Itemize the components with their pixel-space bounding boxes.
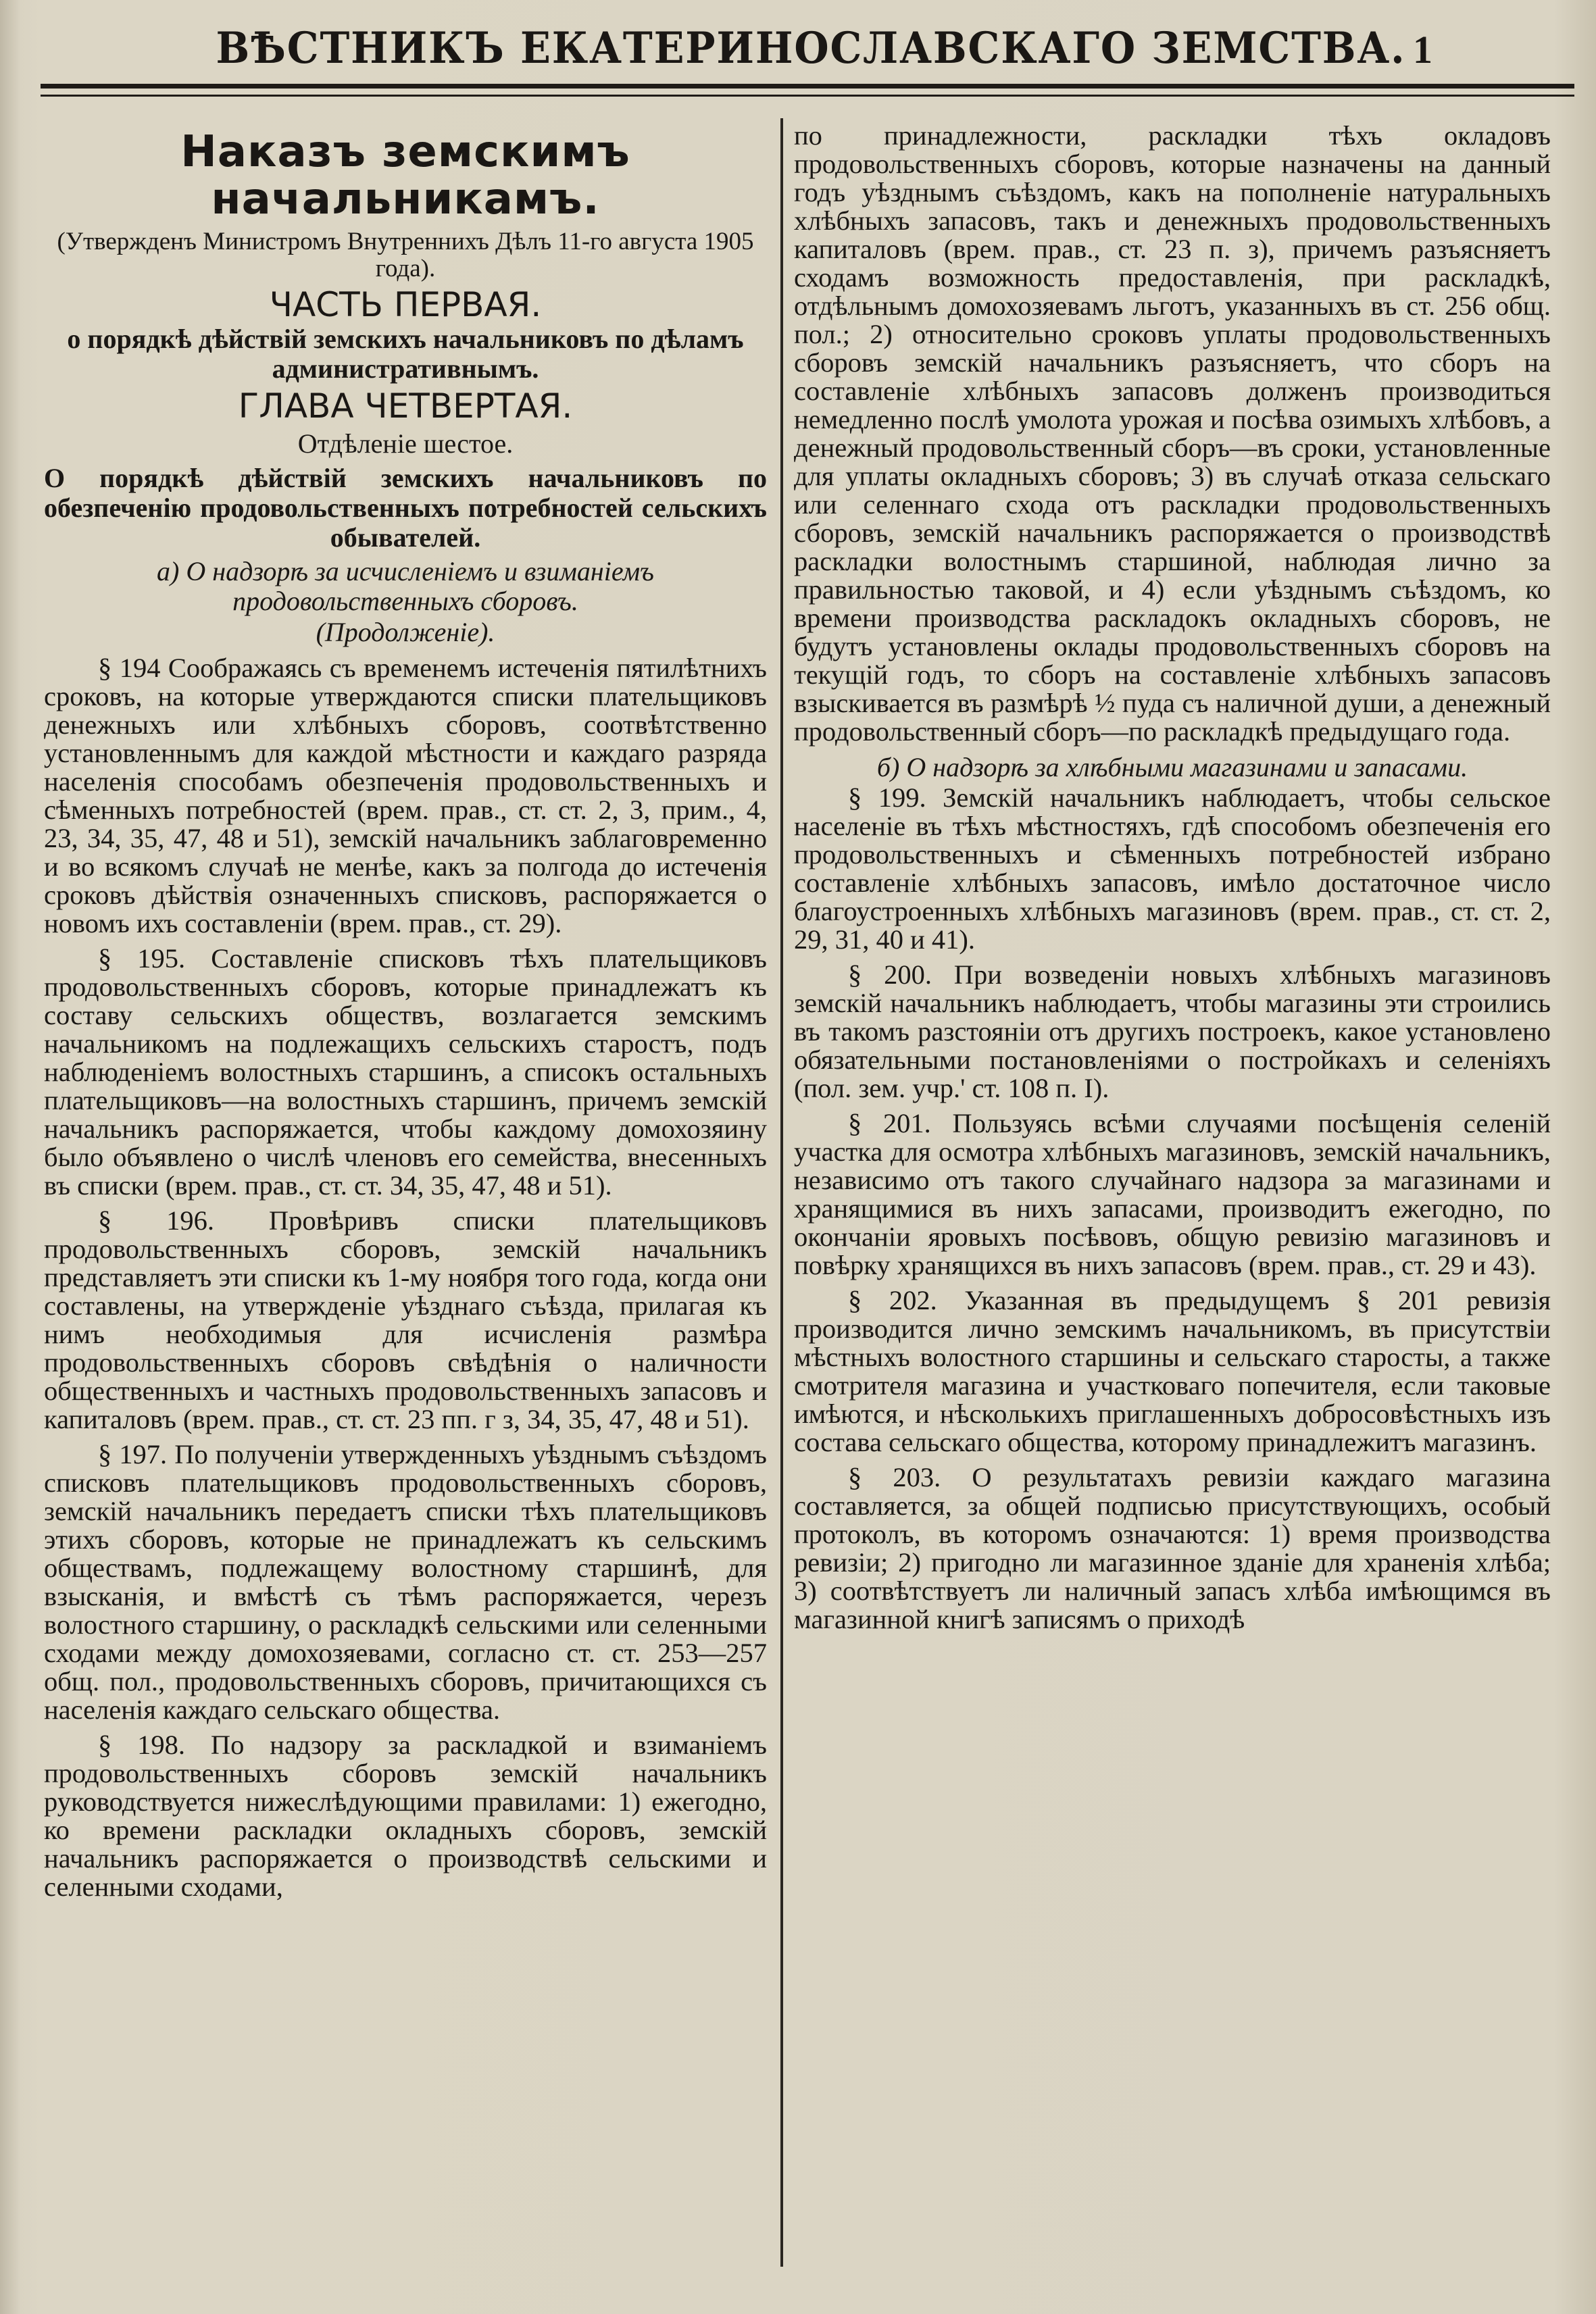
article-title: Наказъ земскимъ начальникамъ. (180, 127, 630, 224)
paragraph-194: § 194 Соображаясь съ временемъ истеченія пятилѣтнихъ сроковъ, на которые утверждаются списки плательщиковъ денежныхъ или хлѣбныхъ сборовъ, соотвѣтственно установленнымъ для каждой мѣстности и каждаго разряда населенія способамъ обезпеченія продовольственныхъ и сѣменныхъ потребностей (врем. прав., ст. ст. 2, 3, прим., 4, 23, 34, 35, 47, 48 и 51), земскій начальникъ заблаговременно и во всякомъ случаѣ не менѣе, какъ за полгода до истеченія сроковъ дѣйствія означенныхъ списковъ, распоряжается о новомъ ихъ составленіи (врем. прав., ст. 29). (44, 653, 767, 938)
paragraph-198: § 198. По надзору за раскладкой и взиманіемъ продовольственныхъ сборовъ земскій начальникъ руководствуется нижеслѣдующими правилами: 1) ежегодно, ко времени раскладки окладныхъ сборовъ, земскій начальникъ распоряжается о производствѣ сельскими и селенными сходами, (44, 1730, 767, 1902)
paragraph-201: § 201. Пользуясь всѣми случаями посѣщенія селеній участка для осмотра хлѣбныхъ магазиновъ, земскій начальникъ, независимо отъ такого случайнаго надзора за магазинами и хранящимися въ нихъ запасами, производитъ ежегодно, по окончаніи яровыхъ посѣвовъ, общую ревизію магазиновъ и повѣрку хранящихся въ нихъ запасовъ (врем. прав., ст. 29 и 43). (794, 1108, 1551, 1280)
section-title: О порядкѣ дѣйствій земскихъ начальниковъ по обезпеченію продовольственныхъ потребностей сельскихъ обывателей. (44, 463, 767, 553)
right-column (794, 122, 1551, 1640)
paragraph-200: § 200. При возведеніи новыхъ хлѣбныхъ магазиновъ земскій начальникъ наблюдаетъ, чтобы магазины эти строились въ такомъ разстояніи отъ другихъ построекъ, какое установлено обязательными постановленіями о постройкахъ и селеніяхъ (пол. зем. учр.' ст. 108 п. I). (794, 959, 1551, 1103)
page-header (47, 15, 1574, 89)
part-subtitle: о порядкѣ дѣйствій земскихъ начальниковъ по дѣламъ административнымъ. (67, 324, 744, 384)
subsection-heading: а) О надзорѣ за исчисленіемъ и взиманіемъ продовольственныхъ сборовъ. (157, 556, 654, 616)
continuation-note: (Продолженіе). (316, 617, 495, 647)
section-heading: Отдѣленіе шестое. (297, 428, 514, 459)
approval-note: (Утвержденъ Министромъ Внутреннихъ Дѣлъ 11-го августа 1905 года). (57, 228, 754, 282)
paragraph-195: § 195. Составленіе списковъ тѣхъ плательщиковъ продовольственныхъ сборовъ, которые принадлежатъ къ составу сельскихъ обществъ, возлагается земскимъ начальникомъ на подлежащихъ сельскихъ старостъ, подъ наблюденіемъ волостныхъ старшинъ, а списокъ остальныхъ плательщиковъ—на волостныхъ старшинъ, причемъ земскій начальникъ распоряжается, чтобы каждому домохозяину было объявлено о числѣ членовъ его семейства, внесенныхъ въ списки (врем. прав., ст. ст. 34, 35, 47, 48 и 51). (44, 943, 767, 1201)
page-number: 1 (1413, 28, 1432, 72)
header-rule-thick (41, 84, 1574, 89)
paragraph-203: § 203. О результатахъ ревизіи каждаго магазина составляется, за общей подписью присутствующихъ, особый протоколъ, въ которомъ означаются: 1) время производства ревизіи; 2) пригодно ли магазинное зданіе для храненія хлѣба; 3) соотвѣтствуетъ ли наличный запасъ хлѣба имѣющимся въ магазинной книгѣ записямъ о приходѣ (794, 1462, 1551, 1634)
subsection-heading-b: б) О надзорѣ за хлѣбными магазинами и запасами. (876, 752, 1468, 782)
header-rule-thin (41, 95, 1574, 97)
column-divider (780, 118, 783, 2267)
paragraph-198-continuation: по принадлежности, раскладки тѣхъ окладовъ продовольственныхъ сборовъ, которые назначены на данный годъ уѣзднымъ съѣздомъ, какъ на пополненіе натуральныхъ хлѣбныхъ запасовъ, такъ и денежныхъ продовольственныхъ капиталовъ (врем. прав., ст. 23 п. з), причемъ разъясняетъ сходамъ возможность предоставленія, при раскладкѣ, отдѣльнымъ домохозяевамъ льготъ, указанныхъ въ ст. 256 общ. пол.; 2) относительно сроковъ уплаты продовольственныхъ сборовъ земскій начальникъ разъясняетъ, что сборъ на составленіе хлѣбныхъ запасовъ долженъ производиться немедленно послѣ умолота урожая и посѣва озимыхъ хлѣбовъ, а денежный продовольственный сборъ—въ сроки, установленные для уплаты окладныхъ сборовъ; 3) въ случаѣ отказа сельскаго или селеннаго схода отъ раскладки продовольственныхъ сборовъ, земскій начальникъ распоряжается о производствѣ раскладки волостнымъ старшиной, наблюдая лично за правильностью таковой, и 4) если уѣзднымъ съѣздомъ, ко времени производства раскладокъ окладныхъ сборовъ, не будутъ установлены оклады продовольственныхъ сборовъ на текущій годъ, то сборъ на составленіе хлѣбныхъ запасовъ взыскивается въ размѣрѣ ½ пуда съ наличной души, а денежный продовольственный сборъ—по раскладкѣ предыдущаго года. (794, 120, 1551, 747)
chapter-heading: ГЛАВА ЧЕТВЕРТАЯ. (238, 386, 573, 426)
paragraph-202: § 202. Указанная въ предыдущемъ § 201 ревизія производится лично земскимъ начальникомъ, въ присутствіи мѣстныхъ волостного старшины и сельскаго старосты, а также смотрителя магазина и участковаго попечителя, если таковые имѣются, и нѣсколькихъ приглашенныхъ добросовѣстныхъ изъ состава сельскаго общества, которому принадлежитъ магазинъ. (794, 1285, 1551, 1457)
paragraph-199: § 199. Земскій начальникъ наблюдаетъ, чтобы сельское населеніе въ тѣхъ мѣстностяхъ, гдѣ способомъ обезпеченія его продовольственныхъ и сѣменныхъ потребностей избрано составленіе хлѣбныхъ запасовъ, имѣло достаточное число благоустроенныхъ хлѣбныхъ магазиновъ (врем. прав., ст. ст. 2, 29, 31, 40 и 41). (794, 782, 1551, 955)
left-column (44, 122, 767, 1908)
journal-title: ВѢСТНИКЪ ЕКАТЕРИНОСЛАВСКАГО ЗЕМСТВА. (216, 23, 1406, 74)
part-heading: ЧАСТЬ ПЕРВАЯ. (269, 285, 542, 324)
paragraph-197: § 197. По полученіи утвержденныхъ уѣзднымъ съѣздомъ списковъ плательщиковъ продовольственныхъ сборовъ, земскій начальникъ передаетъ списки тѣхъ плательщиковъ этихъ сборовъ, которые не принадлежатъ къ сельскимъ обществамъ, подлежащему волостному старшинѣ, для взысканія, и вмѣстѣ съ тѣмъ распоряжается, черезъ волостного старшину, о раскладкѣ сельскими или селенными сходами между домохозяевами, согласно ст. ст. 253—257 общ. пол., продовольственныхъ сборовъ, причитающихся съ населенія каждаго сельскаго общества. (44, 1439, 767, 1725)
paragraph-196: § 196. Провѣривъ списки плательщиковъ продовольственныхъ сборовъ, земскій начальникъ представляетъ эти списки къ 1-му ноября того года, когда они составлены, на утвержденіе уѣзднаго съѣзда, прилагая къ нимъ необходимыя для исчисленія размѣра продовольственныхъ сборовъ свѣдѣнія о наличности общественныхъ и частныхъ продовольственныхъ запасовъ и капиталовъ (врем. прав., ст. ст. 23 пп. г з, 34, 35, 47, 48 и 51). (44, 1205, 767, 1434)
